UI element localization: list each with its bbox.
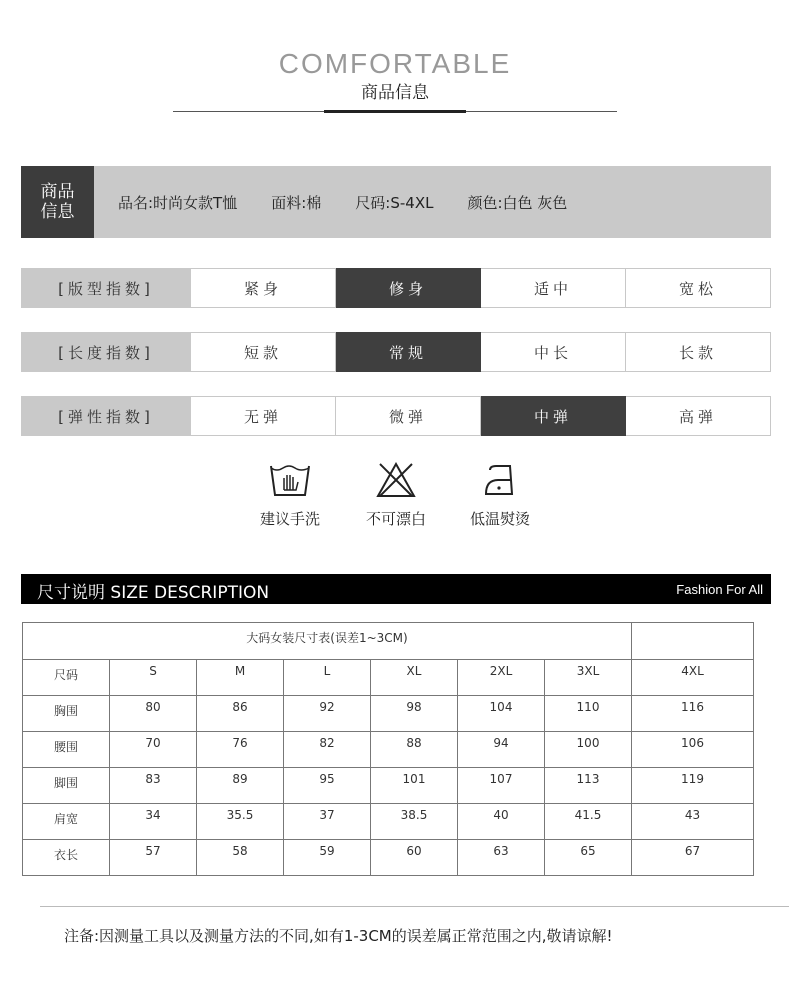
size-table-row-label: 腰围	[23, 732, 110, 768]
size-table-cell: 98	[371, 696, 458, 732]
index-row	[21, 268, 771, 308]
size-table-cell: 116	[632, 696, 754, 732]
size-table-cell: 95	[284, 768, 371, 804]
size-table-row-label: 胸围	[23, 696, 110, 732]
low-iron-icon	[482, 462, 518, 498]
index-option: 长款	[626, 332, 771, 372]
size-table-cell: 100	[545, 732, 632, 768]
size-table-row	[23, 696, 754, 732]
size-table-cell: 43	[632, 804, 754, 840]
size-table-cell: XL	[371, 660, 458, 696]
product-info-label-line: 商品	[40, 182, 75, 202]
size-table-cell: 59	[284, 840, 371, 876]
index-option: 高弹	[626, 396, 771, 436]
care-low-iron	[455, 462, 545, 529]
index-option: 中长	[481, 332, 626, 372]
size-table-cell: 4XL	[632, 660, 754, 696]
product-info-item: 颜色:白色 灰色	[467, 193, 568, 212]
size-table-cell: 101	[371, 768, 458, 804]
header-divider-accent	[324, 110, 466, 113]
size-table-cell: 34	[110, 804, 197, 840]
size-table-cell: 80	[110, 696, 197, 732]
size-table-row-label: 尺码	[23, 660, 110, 696]
index-option: 宽松	[626, 268, 771, 308]
index-label: [弹性指数]	[21, 396, 191, 436]
index-label: [版型指数]	[21, 268, 191, 308]
size-table-cell: 70	[110, 732, 197, 768]
size-table-cell: 35.5	[197, 804, 284, 840]
size-table-cell: 104	[458, 696, 545, 732]
product-info-label-line: 信息	[40, 202, 75, 222]
care-label: 低温熨烫	[469, 510, 530, 528]
index-option: 修身	[336, 268, 481, 308]
size-table-cell: 119	[632, 768, 754, 804]
size-table-cell: 2XL	[458, 660, 545, 696]
product-info-item: 品名:时尚女款T恤	[118, 193, 238, 212]
size-section-title: 尺寸说明 SIZE DESCRIPTION	[37, 583, 270, 603]
size-table-cell: 113	[545, 768, 632, 804]
product-info-items	[118, 166, 567, 238]
index-label: [长度指数]	[21, 332, 191, 372]
size-table-cell: M	[197, 660, 284, 696]
size-table-cell: 58	[197, 840, 284, 876]
product-info-bar	[21, 166, 771, 238]
size-table	[22, 622, 754, 876]
header-title-cn: 商品信息	[361, 83, 429, 103]
size-table-cell: 83	[110, 768, 197, 804]
index-option: 中弹	[481, 396, 626, 436]
size-table-cell: 40	[458, 804, 545, 840]
index-option: 紧身	[191, 268, 336, 308]
index-row	[21, 332, 771, 372]
header-title-en: COMFORTABLE	[278, 48, 512, 79]
index-row	[21, 396, 771, 436]
index-option: 微弹	[336, 396, 481, 436]
size-table-cell: 106	[632, 732, 754, 768]
size-table-caption-blank	[632, 623, 754, 660]
size-table-cell: 94	[458, 732, 545, 768]
size-section-tagline: Fashion For All	[676, 582, 763, 597]
size-table-cell: 76	[197, 732, 284, 768]
care-label: 不可漂白	[365, 510, 426, 528]
care-no-bleach	[351, 462, 441, 529]
index-option: 无弹	[191, 396, 336, 436]
size-table-header	[23, 660, 754, 696]
size-table-cell: 3XL	[545, 660, 632, 696]
index-option: 适中	[481, 268, 626, 308]
size-table-cell: 110	[545, 696, 632, 732]
size-table-cell: 57	[110, 840, 197, 876]
index-option: 短款	[191, 332, 336, 372]
no-bleach-icon	[376, 462, 416, 498]
size-table-cell: 63	[458, 840, 545, 876]
size-table-cell: 92	[284, 696, 371, 732]
size-table-cell: 37	[284, 804, 371, 840]
size-table-cell: 82	[284, 732, 371, 768]
size-table-cell: 41.5	[545, 804, 632, 840]
size-table-cell: L	[284, 660, 371, 696]
size-table-caption: 大码女装尺寸表(误差1~3CM)	[23, 623, 632, 660]
size-table-row	[23, 732, 754, 768]
size-table-cell: 89	[197, 768, 284, 804]
product-info-item: 尺码:S-4XL	[355, 193, 434, 212]
index-option: 常规	[336, 332, 481, 372]
size-table-row	[23, 840, 754, 876]
size-table-row	[23, 768, 754, 804]
size-table-cell: S	[110, 660, 197, 696]
size-table-cell: 38.5	[371, 804, 458, 840]
care-label: 建议手洗	[259, 510, 320, 528]
size-table-cell: 60	[371, 840, 458, 876]
size-note: 注备:因测量工具以及测量方法的不同,如有1-3CM的误差属正常范围之内,敬请谅解!	[64, 927, 613, 945]
size-table-cell: 88	[371, 732, 458, 768]
bottom-divider	[40, 906, 789, 907]
size-table-row-label: 脚围	[23, 768, 110, 804]
size-table-cell: 65	[545, 840, 632, 876]
care-hand-wash	[245, 462, 335, 529]
product-info-item: 面料:棉	[271, 193, 322, 212]
size-table-row-label: 肩宽	[23, 804, 110, 840]
size-section-bar	[21, 574, 771, 604]
size-table-cell: 107	[458, 768, 545, 804]
size-table-row	[23, 804, 754, 840]
size-table-cell: 67	[632, 840, 754, 876]
size-table-row-label: 衣长	[23, 840, 110, 876]
size-table-cell: 86	[197, 696, 284, 732]
hand-wash-icon	[269, 462, 311, 498]
product-info-label	[21, 166, 94, 238]
